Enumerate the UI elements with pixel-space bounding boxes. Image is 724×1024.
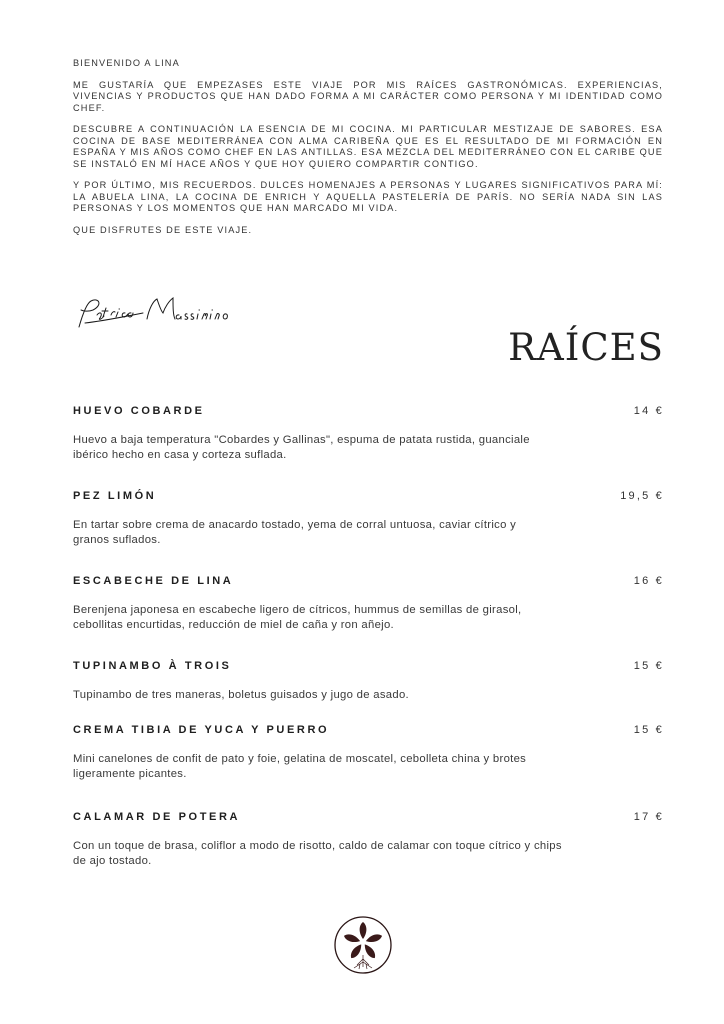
dish-name: TUPINAMBO À TROIS [73, 660, 232, 672]
dish-price: 14 € [633, 405, 664, 417]
dish-item [73, 660, 665, 703]
dish-name: HUEVO COBARDE [73, 405, 205, 417]
dish-item [73, 490, 665, 547]
dish-price: 15 € [633, 660, 664, 672]
dish-item [73, 811, 665, 868]
intro-closing: QUE DISFRUTES DE ESTE VIAJE. [73, 224, 253, 235]
chef-signature [73, 293, 233, 333]
intro-greeting: BIENVENIDO A LINA [73, 58, 180, 68]
dish-price: 19,5 € [620, 490, 664, 502]
dish-description: Con un toque de brasa, coliflor a modo de risotto, caldo de calamar con toque cítrico y chips de ajo tostado. [73, 840, 562, 867]
dish-description: Tupinambo de tres maneras, boletus guisados y jugo de asado. [73, 689, 409, 701]
dish-item [73, 724, 665, 781]
dish-description: Berenjena japonesa en escabeche ligero de cítricos, hummus de semillas de girasol, cebollitas encurtidas, reducción de miel de caña y ron añejo. [73, 604, 522, 631]
dish-name: CREMA TIBIA DE YUCA Y PUERRO [73, 724, 330, 736]
dish-description: Mini canelones de confit de pato y foie, gelatina de moscatel, cebolleta china y brotes ligeramente picantes. [73, 753, 527, 780]
dish-description: En tartar sobre crema de anacardo tostado, yema de corral untuosa, caviar cítrico y granos suflados. [73, 519, 517, 546]
dish-description: Huevo a baja temperatura "Cobardes y Gallinas", espuma de patata rustida, guanciale ibérico hecho en casa y corteza suflada. [73, 434, 530, 461]
dish-item [73, 575, 665, 632]
dish-price: 16 € [633, 575, 664, 587]
intro-paragraph-1: ME GUSTARÍA QUE EMPEZASES ESTE VIAJE POR MIS RAÍCES GASTRONÓMICAS. EXPERIENCIAS, VIVENCIAS Y PRODUCTOS QUE HAN DADO FORMA A MI CARÁCTER COMO PERSONA Y MI IDENTIDAD COMO CHEF. [73, 79, 663, 113]
dish-price: 17 € [633, 811, 664, 823]
intro-paragraph-2: DESCUBRE A CONTINUACIÓN LA ESENCIA DE MI COCINA. MI PARTICULAR MESTIZAJE DE SABORES. ESA COCINA DE BASE MEDITERRÁNEA CON ALMA CARIBEÑA QUE ES EL RESULTADO DE MI FORMACIÓN EN ESPAÑA Y MIS AÑOS COMO CHEF EN LAS ANTILLAS. ESA MEZCLA DEL MEDITERRÁNEO CON EL CARIBE QUE SE INSTALÓ EN MÍ HACE AÑOS Y QUE HOY QUIERO COMPARTIR CONTIGO. [73, 124, 663, 169]
dish-price: 15 € [633, 724, 664, 736]
dish-name: CALAMAR DE POTERA [73, 811, 241, 823]
intro-paragraph-3: Y POR ÚLTIMO, MIS RECUERDOS. DULCES HOMENAJES A PERSONAS Y LUGARES SIGNIFICATIVOS PARA MÍ: LA ABUELA LINA, LA COCINA DE ENRICH Y AQUELLA PASTELERÍA DE PARÍS. NO SERÍA NADA SIN LAS PERSONAS Y LOS MOMENTOS QUE HAN MARCADO MI VIDA. [73, 180, 663, 213]
dish-name: ESCABECHE DE LINA [73, 575, 234, 587]
intro-text [73, 58, 663, 246]
flower-roots-emblem-icon [333, 915, 393, 975]
dish-name: PEZ LIMÓN [73, 490, 157, 502]
dish-item [73, 405, 665, 462]
section-title: RAÍCES [508, 326, 664, 369]
